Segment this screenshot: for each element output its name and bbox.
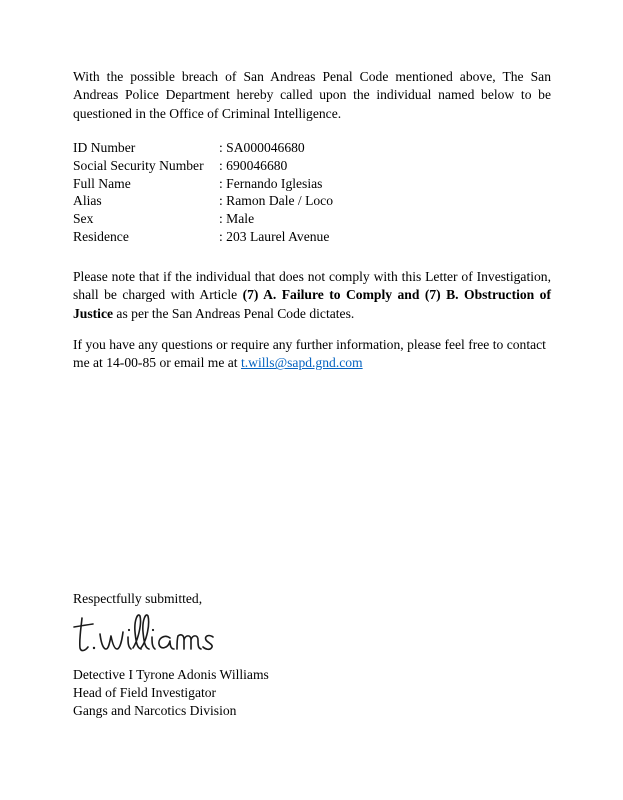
contact-text: If you have any questions or require any further information, please feel free to contact me at 14-00-85 or email me at: [73, 337, 546, 371]
subject-details-table: [73, 139, 333, 246]
contact-paragraph: [73, 336, 551, 373]
charge-joiner: and: [392, 287, 425, 303]
full-name-value: : Fernando Iglesias: [219, 175, 323, 191]
id-number-value: : SA000046680: [219, 140, 305, 155]
signature-block: [73, 666, 269, 720]
table-row: [73, 139, 333, 157]
residence-value: : 203 Laurel Avenue: [219, 228, 330, 244]
residence-label: Residence: [73, 228, 129, 244]
sex-value: : Male: [219, 211, 255, 227]
alias-label: Alias: [73, 193, 102, 209]
sex-label: Sex: [73, 211, 94, 227]
breach-paragraph: With the possible breach of San Andreas Penal Code mentioned above, The San Andreas Police Department hereby called upon the individual named below to be questioned in the Office of Criminal Intelligence.: [73, 69, 551, 121]
ssn-value: : 690046680: [219, 157, 288, 173]
table-row: [73, 175, 333, 193]
charge-obstruction: (7) B. Obstruction of Justice: [73, 287, 551, 321]
signer-title: Head of Field Investigator: [73, 685, 217, 700]
charges-outro: as per the San Andreas Penal Code dictates.: [113, 305, 355, 321]
email-link[interactable]: t.wills@sapd.gnd.com: [240, 355, 363, 371]
signer-name: Detective I Tyrone Adonis Williams: [73, 667, 269, 682]
signer-division: Gangs and Narcotics Division: [73, 703, 237, 718]
charge-failure-to-comply: (7) A. Failure to Comply: [242, 287, 393, 303]
table-row: [73, 192, 333, 210]
table-row: [73, 228, 333, 246]
table-row: [73, 210, 333, 228]
alias-value: : Ramon Dale / Loco: [219, 193, 334, 209]
closing-line: Respectfully submitted,: [73, 591, 203, 606]
table-row: [73, 157, 333, 175]
charges-paragraph: [73, 268, 551, 323]
handwritten-signature: [72, 610, 252, 658]
id-number-label: ID Number: [73, 140, 136, 155]
charges-intro: Please note that if the individual that does not comply with this Letter of Investigation, shall be charged with Article: [73, 269, 551, 303]
ssn-label: Social Security Number: [73, 157, 204, 173]
full-name-label: Full Name: [73, 175, 131, 191]
